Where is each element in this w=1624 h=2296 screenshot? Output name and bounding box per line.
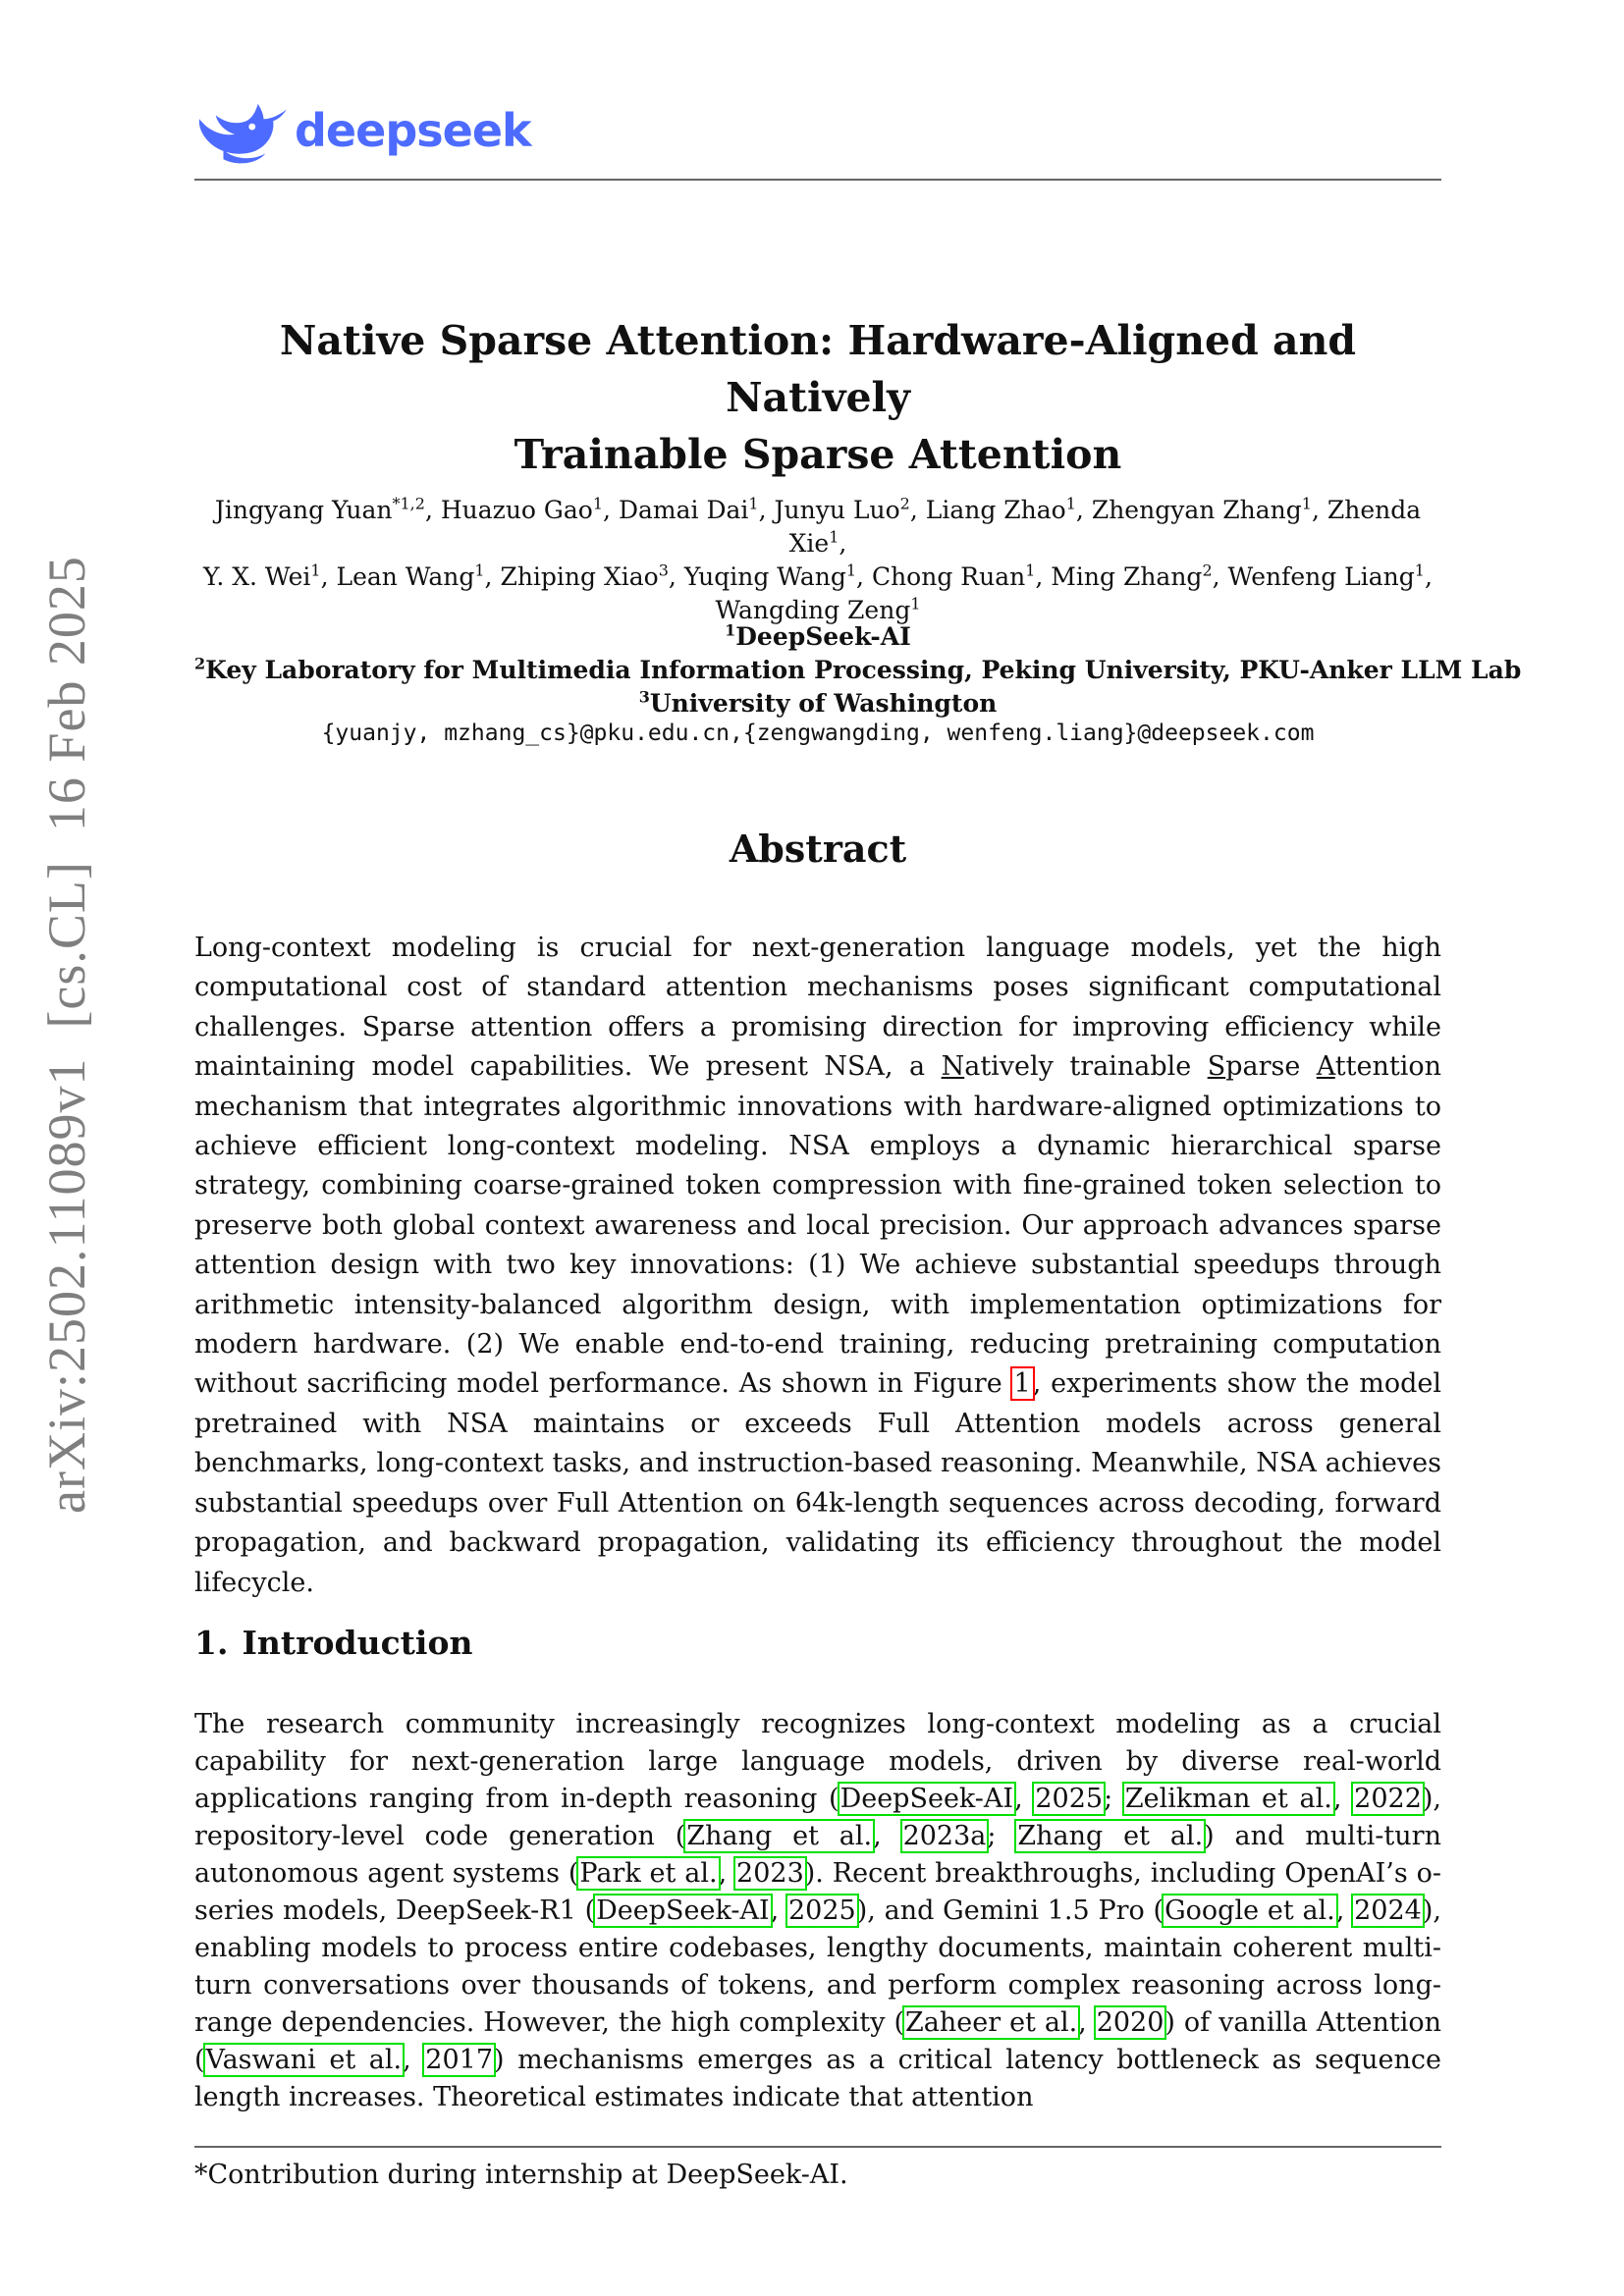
author: Zhenda Xie$^1$, (788, 496, 1422, 558)
author: Wenfeng Liang$^1$, (1227, 561, 1433, 591)
citation-link[interactable]: 2025 (1035, 1784, 1104, 1814)
author-emails: {yuanjy, mzhang_cs}@pku.edu.cn,{zengwangding, wenfeng.liang}@deepseek.com (321, 721, 1315, 746)
citation-link[interactable]: 2023a (902, 1821, 987, 1851)
author: Zhiping Xiao$^3$, (500, 561, 684, 591)
author: Chong Ruan$^1$, (871, 561, 1052, 591)
author: Junyu Luo$^2$, (774, 494, 926, 524)
arxiv-id[interactable]: arXiv:2502.11089v1 (37, 1057, 96, 1514)
citation-link[interactable]: 2023 (736, 1858, 804, 1889)
whale-icon (194, 92, 291, 169)
citation-link[interactable]: Vaswani et al. (205, 2045, 403, 2075)
citation-link[interactable]: Zhang et al. (1017, 1821, 1204, 1851)
author-list (194, 494, 1441, 627)
header-rule (194, 179, 1441, 181)
arxiv-category: [cs.CL] (37, 861, 96, 1029)
footnote: *Contribution during internship at DeepSeek-AI. (194, 2160, 848, 2190)
deepseek-logo (194, 92, 531, 169)
arxiv-date: 16 Feb 2025 (37, 556, 96, 832)
author: Zhengyan Zhang$^1$, (1091, 494, 1327, 524)
author: Jingyang Yuan$^{*1,2}$, (214, 494, 441, 524)
abstract-heading: Abstract (729, 827, 907, 871)
affiliation-list (194, 620, 1522, 721)
affiliation: $^3$University of Washington (638, 687, 998, 718)
title-line-2: Trainable Sparse Attention (514, 431, 1122, 478)
citation-link[interactable]: 2022 (1354, 1784, 1422, 1814)
figure-1-link[interactable]: 1 (1013, 1368, 1031, 1400)
author: Ming Zhang$^2$, (1051, 561, 1228, 591)
author: Liang Zhao$^1$, (925, 494, 1092, 524)
citation-link[interactable]: Zelikman et al. (1124, 1784, 1332, 1814)
author: Lean Wang$^1$, (336, 561, 501, 591)
author: Wangding Zeng$^1$ (715, 594, 921, 624)
abstract-body: Long-context modeling is crucial for next-generation language models, yet the high computational cost of standard attention mechanisms poses significant computational challenges. Sparse attention offers a promising direction for improving efficiency while maintaining model capabilities. We present NSA, a Natively trainable Sparse Attention mechanism that integrates algorithmic innovations with hardware-aligned optimizations to achieve efficient long-context modeling. NSA employs a dynamic hierarchical sparse strategy, combining coarse-grained token compression with fine-grained token selection to preserve both global context awareness and local precision. Our approach advances sparse attention design with two key innovations: (1) We achieve substantial speedups through arithmetic intensity-balanced algorithm design, with implementation optimizations for modern hardware. (2) We enable end-to-end training, reducing pretraining computation without sacrificing model performance. As shown in Figure 1, experiments show the model pretrained with NSA maintains or exceeds Full Attention models across general benchmarks, long-context tasks, and instruction-based reasoning. Meanwhile, NSA achieves substantial speedups over Full Attention on 64k-length sequences across decoding, forward propagation, and backward propagation, validating its efficiency throughout the model lifecycle. (194, 933, 1441, 1598)
citation-link[interactable]: Zhang et al. (686, 1821, 873, 1851)
logo-text: deepseek (295, 104, 531, 157)
citation-link[interactable]: 2025 (788, 1896, 856, 1926)
title-line-1: Native Sparse Attention: Hardware-Aligned and Natively (279, 317, 1357, 421)
section-number: 1. (194, 1624, 229, 1662)
affiliation: $^2$Key Laboratory for Multimedia Information Processing, Peking University, PKU-Anker LLM Lab (194, 654, 1522, 684)
citation-link[interactable]: 2024 (1354, 1896, 1422, 1926)
citation-link[interactable]: Park et al. (579, 1858, 718, 1889)
citation-link[interactable]: DeepSeek-AI (596, 1896, 770, 1926)
author: Damai Dai$^1$, (618, 494, 775, 524)
author: Yuqing Wang$^1$, (683, 561, 872, 591)
citation-link[interactable]: Google et al. (1164, 1896, 1335, 1926)
affiliation: $^1$DeepSeek-AI (725, 620, 911, 651)
author: Huazuo Gao$^1$, (440, 494, 619, 524)
citation-link[interactable]: 2020 (1096, 2007, 1164, 2038)
introduction-body: The research community increasingly recognizes long-context modeling as a crucial capability for next-generation large language models, driven by diverse real-world applications ranging from in-depth reasoning (DeepSeek-AI, 2025; Zelikman et al., 2022), repository-level code generation (Zhang et al., 2023a; Zhang et al.) and multi-turn autonomous agent systems (Park et al., 2023). Recent breakthroughs, including OpenAI’s o-series models, DeepSeek-R1 (DeepSeek-AI, 2025), and Gemini 1.5 Pro (Google et al., 2024), enabling models to process entire codebases, lengthy documents, maintain coherent multi-turn conversations over thousands of tokens, and perform complex reasoning across long-range dependencies. However, the high complexity (Zaheer et al., 2020) of vanilla Attention (Vaswani et al., 2017) mechanisms emerges as a critical latency bottleneck as sequence length increases. Theoretical estimates indicate that attention (194, 1709, 1442, 2112)
footnote-rule (194, 2146, 1441, 2148)
section-title: Introduction (242, 1624, 473, 1662)
author: Y. X. Wei$^1$, (203, 561, 337, 591)
arxiv-stamp (26, 556, 108, 1514)
citation-link[interactable]: 2017 (425, 2045, 493, 2075)
introduction-heading (194, 1624, 472, 1662)
paper-title (194, 312, 1441, 483)
citation-link[interactable]: Zaheer et al. (905, 2007, 1078, 2038)
citation-link[interactable]: DeepSeek-AI (839, 1784, 1014, 1814)
